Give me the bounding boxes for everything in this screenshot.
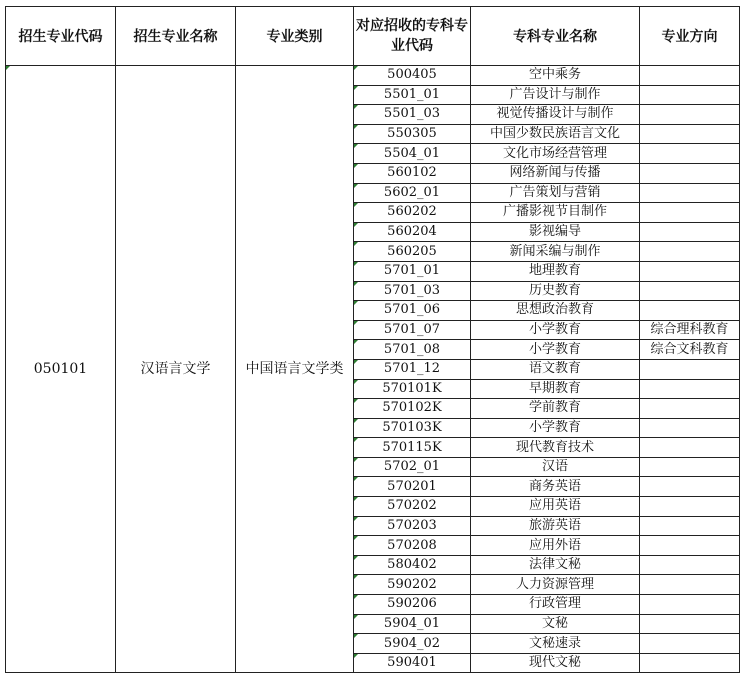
college-code-cell: 5701_07 bbox=[354, 320, 471, 340]
direction-cell bbox=[640, 536, 740, 556]
direction-cell bbox=[640, 85, 740, 105]
direction-cell bbox=[640, 595, 740, 615]
college-code-cell: 5702_01 bbox=[354, 457, 471, 477]
college-code-cell: 5701_03 bbox=[354, 281, 471, 301]
college-code-cell: 5701_01 bbox=[354, 261, 471, 281]
college-code-cell: 560202 bbox=[354, 203, 471, 223]
direction-cell bbox=[640, 124, 740, 144]
college-name-cell: 现代教育技术 bbox=[471, 438, 640, 458]
college-name-cell: 旅游英语 bbox=[471, 516, 640, 536]
direction-cell bbox=[640, 379, 740, 399]
direction-cell bbox=[640, 281, 740, 301]
college-name-cell: 中国少数民族语言文化 bbox=[471, 124, 640, 144]
college-name-cell: 网络新闻与传播 bbox=[471, 163, 640, 183]
college-code-cell: 5602_01 bbox=[354, 183, 471, 203]
college-name-cell: 应用英语 bbox=[471, 497, 640, 517]
college-code-cell: 570115K bbox=[354, 438, 471, 458]
header-college-code: 对应招收的专科专业代码 bbox=[354, 7, 471, 66]
college-name-cell: 新闻采编与制作 bbox=[471, 242, 640, 262]
direction-cell: 综合文科教育 bbox=[640, 340, 740, 360]
college-name-cell: 广播影视节目制作 bbox=[471, 203, 640, 223]
table-row bbox=[6, 66, 740, 86]
college-code-cell: 590206 bbox=[354, 595, 471, 615]
header-enroll-code: 招生专业代码 bbox=[6, 7, 116, 66]
college-code-cell: 5904_01 bbox=[354, 614, 471, 634]
college-name-cell: 早期教育 bbox=[471, 379, 640, 399]
major-name-cell: 汉语言文学 bbox=[116, 66, 236, 673]
direction-cell bbox=[640, 359, 740, 379]
college-code-cell: 570201 bbox=[354, 477, 471, 497]
direction-cell bbox=[640, 66, 740, 86]
direction-cell bbox=[640, 144, 740, 164]
college-code-cell: 570208 bbox=[354, 536, 471, 556]
college-name-cell: 广告设计与制作 bbox=[471, 85, 640, 105]
direction-cell bbox=[640, 399, 740, 419]
direction-cell bbox=[640, 457, 740, 477]
college-code-cell: 560102 bbox=[354, 163, 471, 183]
college-name-cell: 小学教育 bbox=[471, 340, 640, 360]
table-body bbox=[6, 66, 740, 673]
direction-cell bbox=[640, 242, 740, 262]
direction-cell bbox=[640, 477, 740, 497]
direction-cell bbox=[640, 183, 740, 203]
header-direction: 专业方向 bbox=[640, 7, 740, 66]
college-name-cell: 文秘 bbox=[471, 614, 640, 634]
college-code-cell: 570203 bbox=[354, 516, 471, 536]
college-name-cell: 学前教育 bbox=[471, 399, 640, 419]
college-name-cell: 历史教育 bbox=[471, 281, 640, 301]
college-code-cell: 570102K bbox=[354, 399, 471, 419]
college-code-cell: 5701_12 bbox=[354, 359, 471, 379]
direction-cell bbox=[640, 555, 740, 575]
college-name-cell: 思想政治教育 bbox=[471, 301, 640, 321]
college-name-cell: 法律文秘 bbox=[471, 555, 640, 575]
college-name-cell: 人力资源管理 bbox=[471, 575, 640, 595]
college-code-cell: 5904_02 bbox=[354, 634, 471, 654]
college-name-cell: 行政管理 bbox=[471, 595, 640, 615]
college-code-cell: 500405 bbox=[354, 66, 471, 86]
direction-cell bbox=[640, 516, 740, 536]
college-name-cell: 文秘速录 bbox=[471, 634, 640, 654]
college-code-cell: 5504_01 bbox=[354, 144, 471, 164]
college-code-cell: 560204 bbox=[354, 222, 471, 242]
college-code-cell: 5501_01 bbox=[354, 85, 471, 105]
college-code-cell: 560205 bbox=[354, 242, 471, 262]
college-name-cell: 汉语 bbox=[471, 457, 640, 477]
college-name-cell: 空中乘务 bbox=[471, 66, 640, 86]
direction-cell: 综合理科教育 bbox=[640, 320, 740, 340]
college-code-cell: 570101K bbox=[354, 379, 471, 399]
college-code-cell: 550305 bbox=[354, 124, 471, 144]
direction-cell bbox=[640, 163, 740, 183]
college-code-cell: 590401 bbox=[354, 653, 471, 673]
major-mapping-table bbox=[5, 6, 740, 673]
direction-cell bbox=[640, 203, 740, 223]
college-code-cell: 590202 bbox=[354, 575, 471, 595]
college-name-cell: 文化市场经营管理 bbox=[471, 144, 640, 164]
table-header-row bbox=[6, 7, 740, 66]
college-name-cell: 商务英语 bbox=[471, 477, 640, 497]
direction-cell bbox=[640, 418, 740, 438]
header-college-name: 专科专业名称 bbox=[471, 7, 640, 66]
college-name-cell: 小学教育 bbox=[471, 320, 640, 340]
direction-cell bbox=[640, 105, 740, 125]
college-code-cell: 570202 bbox=[354, 497, 471, 517]
major-code-cell: 050101 bbox=[6, 66, 116, 673]
direction-cell bbox=[640, 614, 740, 634]
direction-cell bbox=[640, 575, 740, 595]
direction-cell bbox=[640, 301, 740, 321]
college-name-cell: 影视编导 bbox=[471, 222, 640, 242]
college-code-cell: 5701_08 bbox=[354, 340, 471, 360]
college-name-cell: 地理教育 bbox=[471, 261, 640, 281]
college-name-cell: 现代文秘 bbox=[471, 653, 640, 673]
college-code-cell: 5701_06 bbox=[354, 301, 471, 321]
college-name-cell: 语文教育 bbox=[471, 359, 640, 379]
direction-cell bbox=[640, 222, 740, 242]
college-name-cell: 小学教育 bbox=[471, 418, 640, 438]
header-enroll-name: 招生专业名称 bbox=[116, 7, 236, 66]
college-code-cell: 580402 bbox=[354, 555, 471, 575]
college-name-cell: 视觉传播设计与制作 bbox=[471, 105, 640, 125]
direction-cell bbox=[640, 634, 740, 654]
major-category-cell: 中国语言文学类 bbox=[236, 66, 354, 673]
college-code-cell: 5501_03 bbox=[354, 105, 471, 125]
direction-cell bbox=[640, 261, 740, 281]
direction-cell bbox=[640, 438, 740, 458]
direction-cell bbox=[640, 653, 740, 673]
college-code-cell: 570103K bbox=[354, 418, 471, 438]
direction-cell bbox=[640, 497, 740, 517]
header-category: 专业类别 bbox=[236, 7, 354, 66]
college-name-cell: 广告策划与营销 bbox=[471, 183, 640, 203]
college-name-cell: 应用外语 bbox=[471, 536, 640, 556]
